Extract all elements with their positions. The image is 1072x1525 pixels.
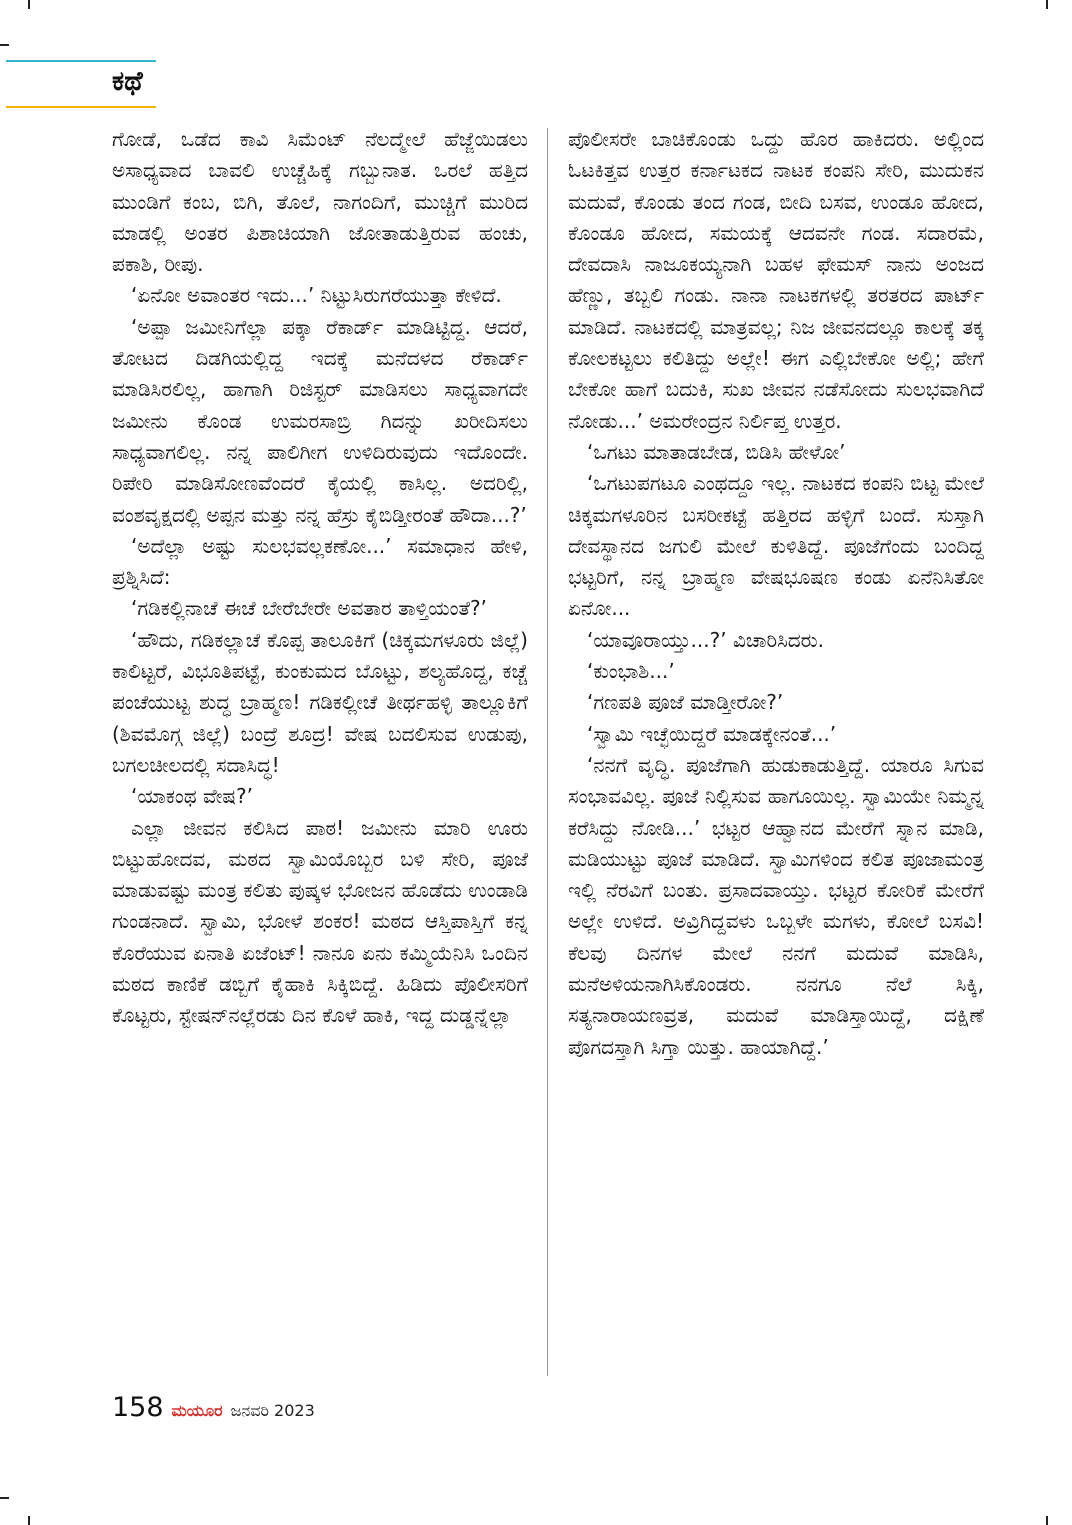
crop-mark: [28, 1516, 30, 1525]
page-footer: [112, 1392, 315, 1423]
section-label: ಕಥೆ: [112, 66, 143, 97]
header-underline: [6, 106, 156, 108]
crop-mark: [0, 44, 9, 46]
paragraph: ‘ಯಾಕಂಥ ವೇಷ?’: [131, 784, 253, 809]
right-column: [568, 124, 984, 1063]
paragraph: ಎಲ್ಲಾ ಜೀವನ ಕಲಿಸಿದ ಪಾಠ! ಜಮೀನು ಮಾರಿ ಊರು ಬಿಟ್ಟುಹೋದವ, ಮಠದ ಸ್ವಾಮಿಯೊಬ್ಬರ ಬಳಿ ಸೇರಿ, ಪೂಜೆ ಮಾಡುವಷ್ಟು ಮಂತ್ರ ಕಲಿತು ಪುಷ್ಕಳ ಭೋಜನ ಹೊಡೆದು ಉಂಡಾಡಿ ಗುಂಡನಾದೆ. ಸ್ವಾಮಿ, ಭೋಳೆ ಶಂಕರ! ಮಠದ ಆಸ್ತಿಪಾಸ್ತಿಗೆ ಕನ್ನ ಕೊರೆಯುವ ಏನಾತಿ ಏಜೆಂಟ್! ನಾನೂ ಏನು ಕಮ್ಮಿಯೆನಿಸಿ ಒಂದಿನ ಮಠದ ಕಾಣಿಕೆ ಡಬ್ಬಿಗೆ ಕೈಹಾಕಿ ಸಿಕ್ಕಿಬಿದ್ದೆ. ಹಿಡಿದು ಪೊಲೀಸರಿಗೆ ಕೊಟ್ಟರು, ಸ್ಟೇಷನ್‌ನಲ್ಲೆರಡು ದಿನ ಕೊಳೆ ಹಾಕಿ, ಇದ್ದ ದುಡ್ಡನ್ನೆಲ್ಲಾ: [112, 815, 528, 1028]
paragraph: ‘ನನಗೆ ವೃದ್ಧಿ. ಪೂಜೆಗಾಗಿ ಹುಡುಕಾಡುತ್ತಿದ್ದೆ. ಯಾರೂ ಸಿಗುವ ಸಂಭಾವವಿಲ್ಲ. ಪೂಜೆ ನಿಲ್ಲಿಸುವ ಹಾಗೂಯಿಲ್ಲ. ಸ್ವಾಮಿಯೇ ನಿಮ್ಮನ್ನ ಕರೆಸಿದ್ದು ನೋಡಿ...’ ಭಟ್ಟರ ಆಹ್ವಾನದ ಮೇರೆಗೆ ಸ್ನಾನ ಮಾಡಿ, ಮಡಿಯುಟ್ಟು ಪೂಜೆ ಮಾಡಿದೆ. ಸ್ವಾಮಿಗಳಿಂದ ಕಲಿತ ಪೂಜಾಮಂತ್ರ ಇಲ್ಲಿ ನೆರವಿಗೆ ಬಂತು. ಪ್ರಸಾದವಾಯ್ತು. ಭಟ್ಟರ ಕೋರಿಕೆ ಮೇರೆಗೆ ಅಲ್ಲೇ ಉಳಿದೆ. ಅವ್ರಿಗಿದ್ದವಳು ಒಬ್ಬಳೇ ಮಗಳು, ಕೋಲೆ ಬಸವಿ! ಕೆಲವು ದಿನಗಳ ಮೇಲೆ ನನಗೆ ಮದುವೆ ಮಾಡಿಸಿ, ಮನೆಅಳಿಯನಾಗಿಸಿಕೊಂಡರು. ನನಗೂ ನೆಲೆ ಸಿಕ್ಕಿ, ಸತ್ಯನಾರಾಯಣವ್ರತ, ಮದುವೆ ಮಾಡಿಸ್ತಾಯಿದ್ದೆ, ದಕ್ಷಿಣೆ ಪೊಗದಸ್ತಾಗಿ ಸಿಗ್ತಾ ಯಿತ್ತು. ಹಾಯಾಗಿದ್ದೆ.’: [568, 752, 984, 1059]
paragraph: ‘ಯಾವೂರಾಯ್ತು...?’ ವಿಚಾರಿಸಿದರು.: [587, 627, 824, 652]
paragraph: ಗೋಡೆ, ಒಡೆದ ಕಾವಿ ಸಿಮೆಂಟ್ ನೆಲದ್ಮೇಲೆ ಹೆಜ್ಜೆಯಿಡಲು ಅಸಾಧ್ಯವಾದ ಬಾವಲಿ ಉಚ್ಚೆಹಿಕ್ಕೆ ಗಬ್ಬುನಾತ. ಒರಲೆ ಹತ್ತಿದ ಮುಂಡಿಗೆ ಕಂಬ, ಬಿಗಿ, ತೊಲೆ, ನಾಗಂದಿಗೆ, ಮುಚ್ಚಿಗೆ ಮುರಿದ ಮಾಡಲ್ಲಿ ಅಂತರ ಪಿಶಾಚಿಯಾಗಿ ಜೋತಾಡುತ್ತಿರುವ ಹಂಚು, ಪಕಾಶಿ, ರೀಪು.: [112, 127, 528, 277]
paragraph: ‘ಅದೆಲ್ಲಾ ಅಷ್ಟು ಸುಲಭವಲ್ಲಕಣೋ...’ ಸಮಾಧಾನ ಹೇಳಿ, ಪ್ರಶ್ನಿಸಿದೆ:: [112, 533, 528, 590]
column-divider: [547, 128, 548, 1376]
paragraph: ‘ಅಪ್ಪಾ ಜಮೀನಿಗೆಲ್ಲಾ ಪಕ್ಕಾ ರೆಕಾರ್ಡ್ ಮಾಡಿಟ್ಟಿದ್ದ. ಆದರೆ, ತೋಟದ ದಿಡಗಿಯಲ್ಲಿದ್ದ ಇದಕ್ಕೆ ಮನೆದಳದ ರೆಕಾರ್ಡ್ ಮಾಡಿಸಿರಲಿಲ್ಲ, ಹಾಗಾಗಿ ರಿಜಿಸ್ಟರ್ ಮಾಡಿಸಲು ಸಾಧ್ಯವಾಗದೇ ಜಮೀನು ಕೊಂಡ ಉಮರಸಾಬ್ರಿ ಗಿದನ್ನು ಖರೀದಿಸಲು ಸಾಧ್ಯವಾಗಲಿಲ್ಲ. ನನ್ನ ಪಾಲಿಗೀಗ ಉಳಿದಿರುವುದು ಇದೊಂದೇ. ರಿಪೇರಿ ಮಾಡಿಸೋಣವೆಂದರೆ ಕೈಯಲ್ಲಿ ಕಾಸಿಲ್ಲ. ಅದರಿಲ್ಲಿ, ವಂಶವೃಕ್ಷದಲ್ಲಿ ಅಪ್ಪನ ಮತ್ತು ನನ್ನ ಹೆಸ್ರು ಕೈಬಿಡ್ತೀರಂತೆ ಹೌದಾ...?’: [112, 314, 528, 527]
header-accent-line: [6, 60, 156, 62]
paragraph: ‘ಏನೋ ಅವಾಂತರ ಇದು...’ ನಿಟ್ಟುಸಿರುಗರೆಯುತ್ತಾ ಕೇಳಿದೆ.: [131, 283, 502, 308]
paragraph: ಪೊಲೀಸರೇ ಬಾಚಿಕೊಂಡು ಒದ್ದು ಹೊರ ಹಾಕಿದರು. ಅಲ್ಲಿಂದ ಓಟಕಿತ್ತವ ಉತ್ತರ ಕರ್ನಾಟಕದ ನಾಟಕ ಕಂಪನಿ ಸೇರಿ, ಮುದುಕನ ಮದುವೆ, ಕೊಂಡು ತಂದ ಗಂಡ, ಬೀದಿ ಬಸವ, ಉಂಡೂ ಹೋದ, ಕೊಂಡೂ ಹೋದ, ಸಮಯಕ್ಕೆ ಆದವನೇ ಗಂಡ. ಸದಾರಮೆ, ದೇವದಾಸಿ ನಾಜೂಕಯ್ಯನಾಗಿ ಬಹಳ ಫೇಮಸ್ ನಾನು ಅಂಜದ ಹೆಣ್ಣು, ತಬ್ಬಲಿ ಗಂಡು. ನಾನಾ ನಾಟಕಗಳಲ್ಲಿ ತರತರದ ಪಾರ್ಟ್ ಮಾಡಿದೆ. ನಾಟಕದಲ್ಲಿ ಮಾತ್ರವಲ್ಲ; ನಿಜ ಜೀವನದಲ್ಲೂ ಕಾಲಕ್ಕೆ ತಕ್ಕ ಕೋಲಕಟ್ಟಲು ಕಲಿತಿದ್ದು ಅಲ್ಲೇ! ಈಗ ಎಲ್ಲಿಬೇಕೋ ಅಲ್ಲಿ; ಹೇಗೆ ಬೇಕೋ ಹಾಗೆ ಬದುಕಿ, ಸುಖ ಜೀವನ ನಡೆಸೋದು ಸುಲಭವಾಗಿದೆ ನೋಡು...’ ಅಮರೇಂದ್ರನ ನಿರ್ಲಿಪ್ತ ಉತ್ತರ.: [568, 127, 984, 433]
page-number: 158: [112, 1392, 164, 1423]
crop-mark: [0, 1497, 9, 1499]
crop-mark: [28, 0, 30, 9]
crop-mark: [1046, 0, 1048, 9]
paragraph: ‘ಒಗಟುಪಗಟೂ ಎಂಥದ್ದೂ ಇಲ್ಲ. ನಾಟಕದ ಕಂಪನಿ ಬಿಟ್ಟ ಮೇಲೆ ಚಿಕ್ಕಮಗಳೂರಿನ ಬಸರೀಕಟ್ಟೆ ಹತ್ತಿರದ ಹಳ್ಳಿಗೆ ಬಂದೆ. ಸುಸ್ತಾಗಿ ದೇವಸ್ಥಾನದ ಜಗುಲಿ ಮೇಲೆ ಕುಳಿತಿದ್ದೆ. ಪೂಜೆಗೆಂದು ಬಂದಿದ್ದ ಭಟ್ಟರಿಗೆ, ನನ್ನ ಬ್ರಾಹ್ಮಣ ವೇಷಭೂಷಣ ಕಂಡು ಏನೆನಿಸಿತೋ ಏನೋ...: [568, 471, 984, 621]
paragraph: ‘ಒಗಟು ಮಾತಾಡಬೇಡ, ಬಿಡಿಸಿ ಹೇಳೋ’: [587, 439, 846, 464]
paragraph: ‘ಕುಂಭಾಶಿ...’: [587, 659, 675, 684]
crop-mark: [1046, 1516, 1048, 1525]
magazine-logo: ಮಯೂರ: [171, 1401, 223, 1420]
paragraph: ‘ಗಣಪತಿ ಪೂಜೆ ಮಾಡ್ತೀರೋ?’: [587, 690, 784, 715]
left-column: [112, 124, 528, 1032]
paragraph: ‘ಹೌದು, ಗಡಿಕಲ್ಲಾಚೆ ಕೊಪ್ಪ ತಾಲೂಕಿಗೆ (ಚಿಕ್ಕಮಗಳೂರು ಜಿಲ್ಲೆ) ಕಾಲಿಟ್ಟರೆ, ವಿಭೂತಿಪಟ್ಟೆ, ಕುಂಕುಮದ ಬೊಟ್ಟು, ಶಲ್ಯಹೊದ್ದ, ಕಚ್ಚೆ ಪಂಚೆಯುಟ್ಟ ಶುದ್ಧ ಬ್ರಾಹ್ಮಣ! ಗಡಿಕಲ್ಲೀಚೆ ತೀರ್ಥಹಳ್ಳಿ ತಾಲ್ಲೂಕಿಗೆ (ಶಿವಮೊಗ್ಗ ಜಿಲ್ಲೆ) ಬಂದ್ರೆ ಶೂದ್ರ! ವೇಷ ಬದಲಿಸುವ ಉಡುಪು, ಬಗಲಚೀಲದಲ್ಲಿ ಸದಾಸಿದ್ಧ!: [112, 627, 528, 777]
issue-date: ಜನವರಿ 2023: [230, 1401, 315, 1420]
paragraph: ‘ಸ್ವಾಮಿ ಇಚ್ಛೆಯಿದ್ದರೆ ಮಾಡಕ್ಕೇನಂತೆ...’: [587, 721, 837, 746]
paragraph: ‘ಗಡಿಕಲ್ಲಿನಾಚೆ ಈಚೆ ಬೇರೆಬೇರೇ ಅವತಾರ ತಾಳ್ತಿಯಂತೆ?’: [131, 596, 487, 621]
